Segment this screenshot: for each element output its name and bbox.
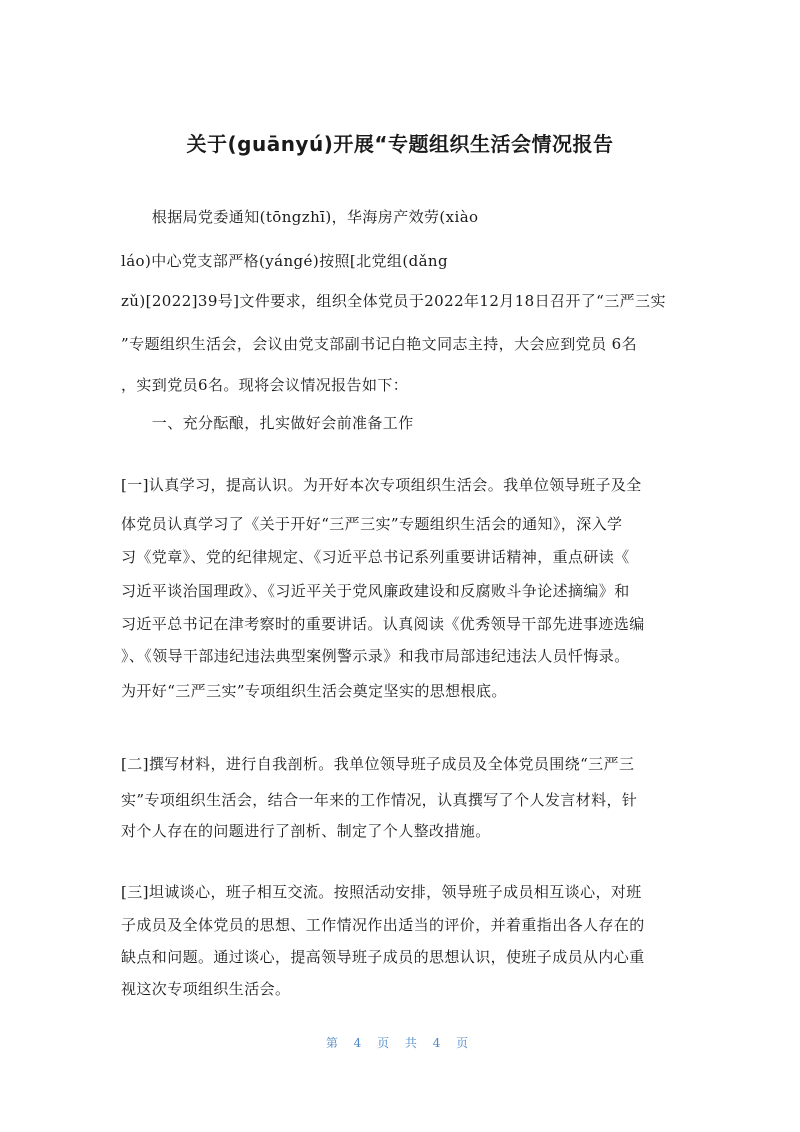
paragraph-line: láo)中心党支部严格(yángé)按照[北党组(dǎng (121, 252, 448, 270)
paragraph-line: 视这次专项组织生活会。 (121, 980, 291, 998)
paragraph-line: [三]坦诚谈心，班子相互交流。按照活动安排，领导班子成员相互谈心，对班 (121, 883, 642, 901)
paragraph-line: 实”专项组织生活会，结合一年来的工作情况，认真撰写了个人发言材料，针 (121, 791, 638, 809)
paragraph-line: 根据局党委通知(tōngzhī)，华海房产效劳(xiào (121, 208, 479, 226)
section-heading: 一、充分酝酿，扎实做好会前准备工作 (121, 414, 414, 432)
paragraph-line: ，实到党员6名。现将会议情况报告如下： (121, 376, 409, 394)
paragraph-line: 体党员认真学习了《关于开好“三严三实”专题组织生活会的通知》，深入学 (121, 515, 623, 533)
paragraph-line: [二]撰写材料，进行自我剖析。我单位领导班子成员及全体党员围绕“三严三 (121, 755, 635, 773)
page-number-footer: 第 4 页 共 4 页 (325, 1036, 475, 1050)
paragraph-line: 对个人存在的问题进行了剖析、制定了个人整改措施。 (121, 822, 491, 840)
paragraph-line: 缺点和问题。通过谈心，提高领导班子成员的思想认识，使班子成员从内心重 (121, 948, 645, 966)
paragraph-line: [一]认真学习，提高认识。为开好本次专项组织生活会。我单位领导班子及全 (121, 476, 642, 494)
paragraph-line: 习近平总书记在津考察时的重要讲话。认真阅读《优秀领导干部先进事迹选编 (121, 615, 645, 633)
paragraph-line: zǔ)[2022]39号]文件要求，组织全体党员于2022年12月18日召开了“三严三实 (121, 292, 666, 310)
paragraph-line: 习《党章》、党的纪律规定、《习近平总书记系列重要讲话精神，重点研读《 (121, 548, 630, 566)
paragraph-line: ”专题组织生活会，会议由党支部副书记白艳文同志主持，大会应到党员 6名 (121, 335, 637, 353)
document-title: 关于(guānyú)开展“专题组织生活会情况报告 (186, 132, 614, 156)
paragraph-line: 子成员及全体党员的思想、工作情况作出适当的评价，并着重指出各人存在的 (121, 916, 645, 934)
paragraph-line: 为开好“三严三实”专项组织生活会奠定坚实的思想根底。 (121, 682, 507, 700)
paragraph-line: 》、《领导干部违纪违法典型案例警示录》和我市局部违纪违法人员忏悔录。 (121, 647, 630, 665)
paragraph-line: 习近平谈治国理政》、《习近平关于党风廉政建设和反腐败斗争论述摘编》和 (121, 582, 630, 600)
